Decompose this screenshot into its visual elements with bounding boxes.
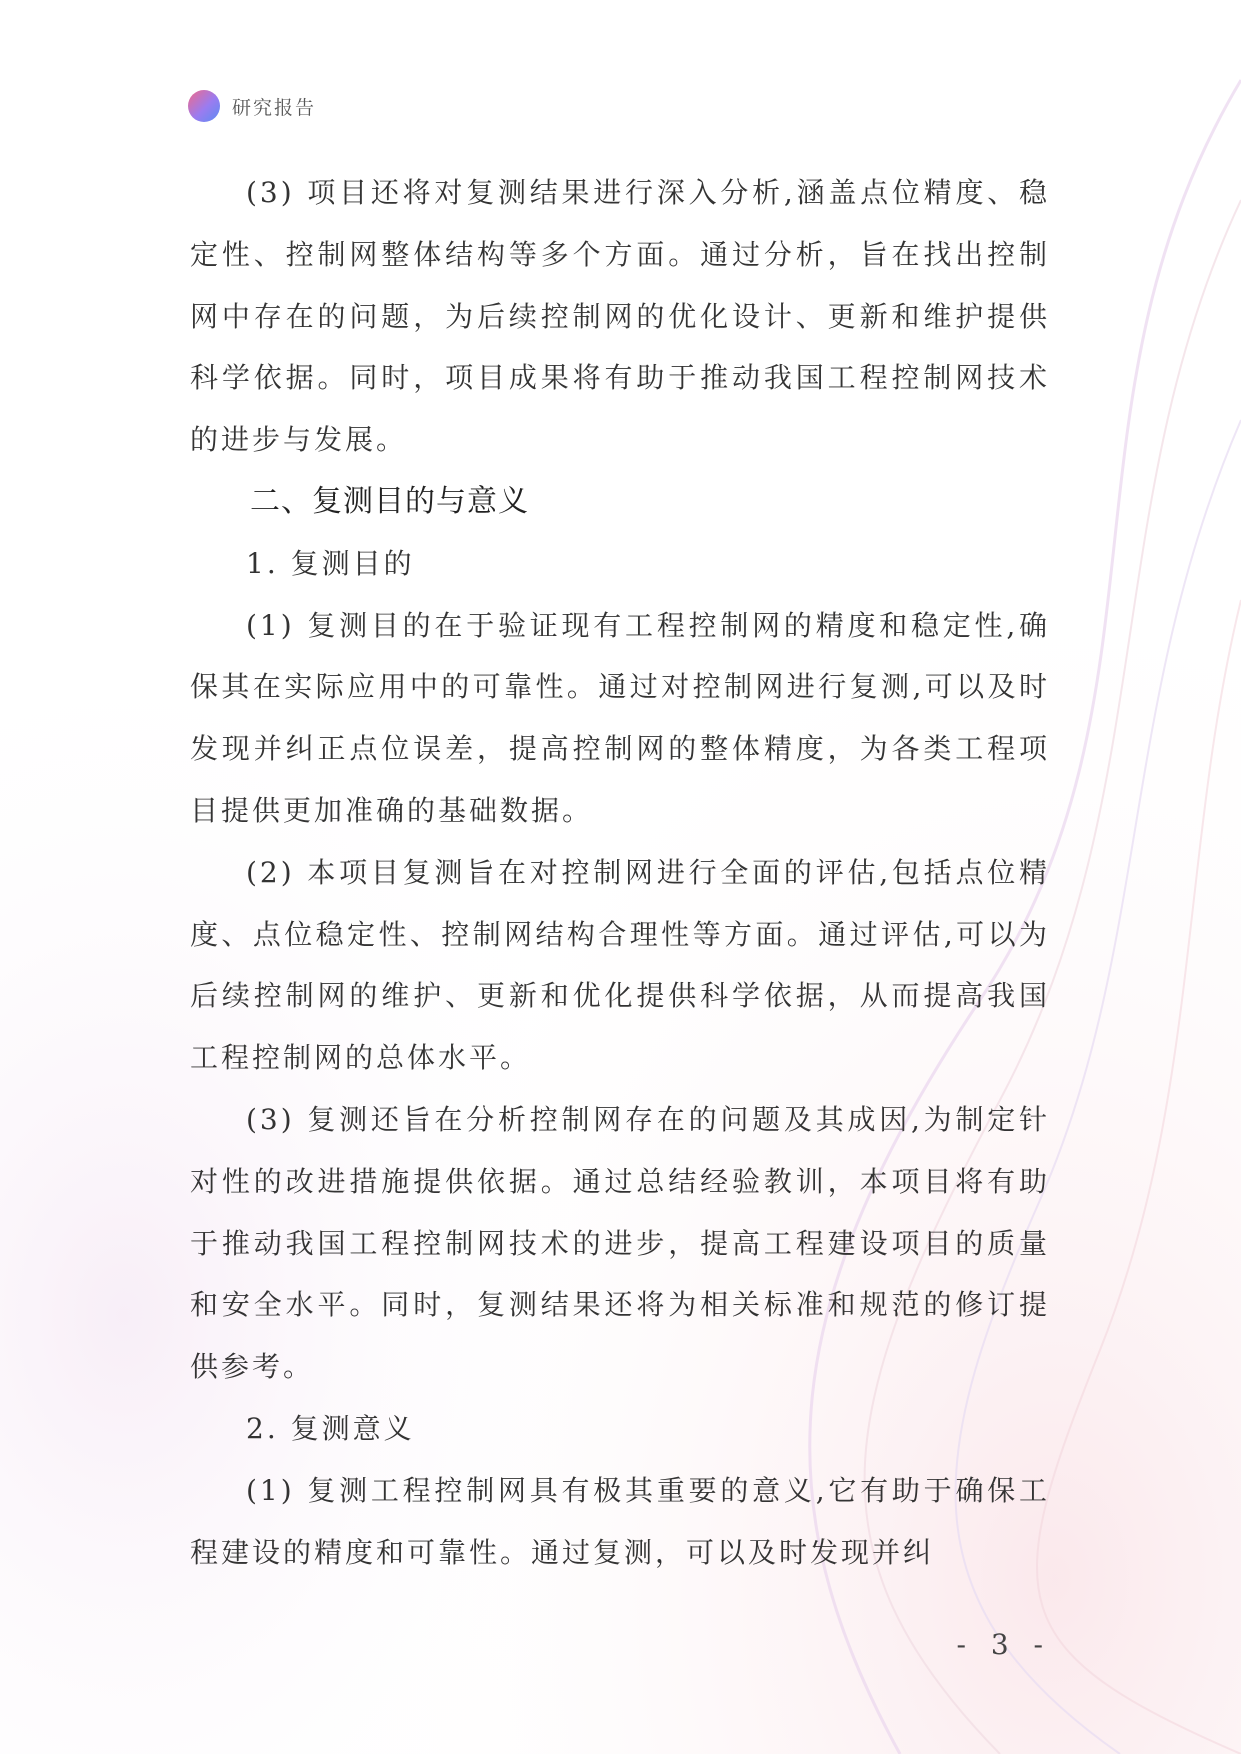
document-body xyxy=(190,162,1050,1583)
paragraph-purpose-1: (1) 复测目的在于验证现有工程控制网的精度和稳定性,确保其在实际应用中的可靠性。通过对控制网进行复测,可以及时发现并纠正点位误差，提高控制网的整体精度，为各类工程项目提供更加准确的基础数据。 xyxy=(190,608,1050,827)
section-heading-purpose-significance: 二、复测目的与意义 xyxy=(250,483,529,519)
report-header xyxy=(188,88,316,124)
page-number: - 3 - xyxy=(956,1628,1051,1661)
report-logo-icon xyxy=(188,90,220,122)
paragraph-purpose-3: (3) 复测还旨在分析控制网存在的问题及其成因,为制定针对性的改进措施提供依据。通过总结经验教训，本项目将有助于推动我国工程控制网技术的进步，提高工程建设项目的质量和安全水平。同时，复测结果还将为相关标准和规范的修订提供参考。 xyxy=(190,1102,1050,1384)
paragraph-significance-1: (1) 复测工程控制网具有极其重要的意义,它有助于确保工程建设的精度和可靠性。通过复测，可以及时发现并纠 xyxy=(190,1473,1050,1569)
subheading-significance: 2. 复测意义 xyxy=(246,1411,415,1445)
paragraph-purpose-2: (2) 本项目复测旨在对控制网进行全面的评估,包括点位精度、点位稳定性、控制网结构合理性等方面。通过评估,可以为后续控制网的维护、更新和优化提供科学依据，从而提高我国工程控制网的总体水平。 xyxy=(190,855,1050,1075)
subheading-purpose: 1. 复测目的 xyxy=(246,546,415,580)
header-title: 研究报告 xyxy=(232,96,317,119)
paragraph-intro-3: (3) 项目还将对复测结果进行深入分析,涵盖点位精度、稳定性、控制网整体结构等多个方面。通过分析，旨在找出控制网中存在的问题，为后续控制网的优化设计、更新和维护提供科学依据。同时，项目成果将有助于推动我国工程控制网技术的进步与发展。 xyxy=(190,176,1050,457)
